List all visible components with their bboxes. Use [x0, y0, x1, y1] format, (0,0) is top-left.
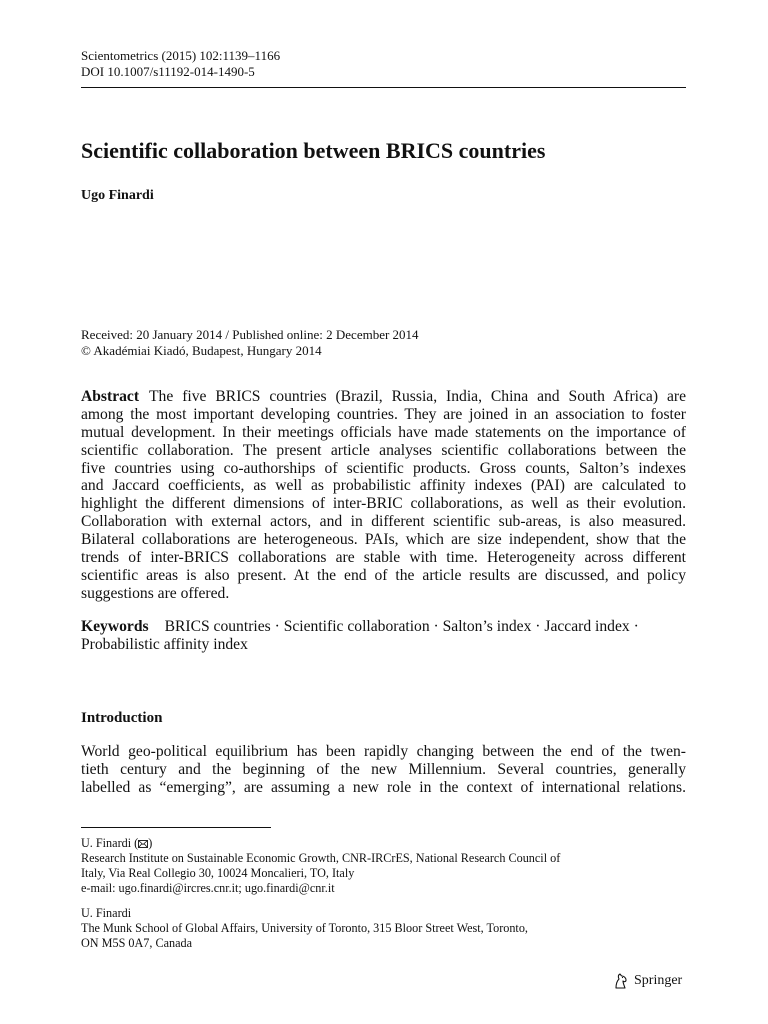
- affiliation-1-line: Research Institute on Sustainable Economic Growth, CNR-IRCrES, National Research Council of: [81, 851, 561, 865]
- copyright: © Akadémiai Kiadó, Budapest, Hungary 2014: [81, 343, 322, 358]
- abstract-line: highlight the different dimensions of inter-BRIC collaborations, as well as their evolution.: [81, 495, 686, 513]
- abstract-line: Abstract The five BRICS countries (Brazil, Russia, India, China and South Africa) are: [81, 388, 686, 405]
- keywords-line: Keywords BRICS countries · Scientific collaboration · Salton’s index · Jaccard index ·: [81, 618, 639, 635]
- received-published: Received: 20 January 2014 / Published online: 2 December 2014: [81, 327, 419, 342]
- doi: DOI 10.1007/s11192-014-1490-5: [81, 64, 255, 79]
- affiliation-1-line: Italy, Via Real Collegio 30, 10024 Moncalieri, TO, Italy: [81, 866, 355, 880]
- abstract-line: scientific collaboration. The present article analyses scientific collaborations between the: [81, 441, 686, 459]
- publisher-mark: [613, 972, 682, 990]
- abstract-line: scientific areas is also present. At the end of the article results are discussed, and policy: [81, 566, 686, 584]
- introduction-body: [81, 743, 686, 797]
- springer-horse-icon: [613, 972, 629, 990]
- footnote-rule: [81, 827, 271, 828]
- abstract-line: trends of inter-BRICS collaborations are stable with time. Heterogeneity across different: [81, 549, 686, 567]
- abstract-line: Collaboration with external actors, and in different scientific sub-areas, is also measured.: [81, 513, 686, 531]
- affiliation-2-line: The Munk School of Global Affairs, University of Toronto, 315 Bloor Street West, Toronto,: [81, 921, 528, 935]
- affiliation-1-email[interactable]: e-mail: ugo.finardi@ircres.cnr.it; ugo.finardi@cnr.it: [81, 881, 335, 895]
- abstract-line: and Jaccard coefficients, as well as probabilistic affinity indexes (PAI) are calculated to: [81, 477, 686, 495]
- envelope-icon[interactable]: [138, 840, 148, 848]
- introduction-line: labelled as “emerging”, are assuming a new role in the context of international relations.: [81, 778, 686, 796]
- keywords-line: Probabilistic affinity index: [81, 635, 248, 653]
- keywords: [81, 618, 686, 654]
- abstract-line: among the most important developing countries. They are joined in an association to foster: [81, 405, 686, 423]
- abstract-line: mutual development. In their meetings officials have made statements on the importance of: [81, 423, 686, 441]
- abstract-label: Abstract: [81, 388, 140, 405]
- affiliation-2-name: U. Finardi: [81, 906, 132, 920]
- abstract: [81, 388, 686, 603]
- introduction-heading: Introduction: [81, 710, 163, 726]
- abstract-line: five countries using co-authorships of scientific products. Gross counts, Salton’s indexes: [81, 459, 686, 477]
- abstract-line: suggestions are offered.: [81, 584, 230, 602]
- affiliation-2-line: ON M5S 0A7, Canada: [81, 936, 193, 950]
- journal-citation: Scientometrics (2015) 102:1139–1166: [81, 48, 281, 63]
- publisher-name: Springer: [634, 973, 683, 988]
- article-title: Scientific collaboration between BRICS countries: [81, 138, 546, 163]
- introduction-line: World geo-political equilibrium has been rapidly changing between the end of the twen-: [81, 743, 686, 760]
- article-author: Ugo Finardi: [81, 188, 154, 203]
- keywords-label: Keywords: [81, 618, 149, 635]
- introduction-line: tieth century and the beginning of the new Millennium. Several countries, generally: [81, 760, 686, 778]
- abstract-line: Bilateral collaborations are heterogeneous. PAIs, which are size independent, show that the: [81, 531, 686, 549]
- affiliation-1-name: U. Finardi ( ): [81, 836, 153, 850]
- header-rule: [81, 87, 686, 88]
